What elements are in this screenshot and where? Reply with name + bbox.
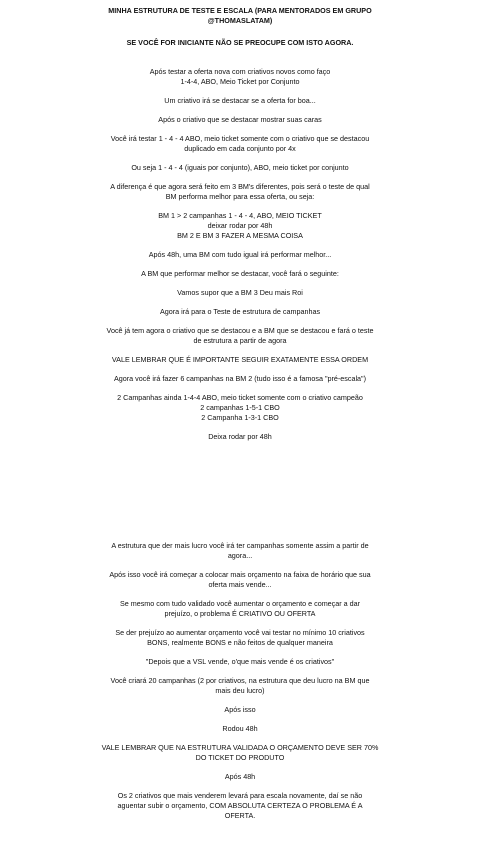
paragraph: VALE LEMBRAR QUE É IMPORTANTE SEGUIR EXATAMENTE ESSA ORDEM [111,355,369,364]
paragraph: Após o criativo que se destacar mostrar suas caras [158,115,322,124]
paragraph: Agora irá para o Teste de estrutura de campanhas [159,307,321,316]
paragraph: Após 48h [224,772,256,781]
paragraph: Após 48h, uma BM com tudo igual irá performar melhor... [148,250,332,259]
paragraph: Um criativo irá se destacar se a oferta for boa... [164,96,316,105]
paragraph: A BM que performar melhor se destacar, você fará o seguinte: [141,269,339,278]
paragraph: Agora você irá fazer 6 campanhas na BM 2 (tudo isso é a famosa "pré-escala") [114,374,366,383]
section-strategy-scale [86,541,394,821]
paragraph: VALE LEMBRAR QUE NA ESTRUTURA VALIDADA O ORÇAMENTO DEVE SER 70% DO TICKET DO PRODUTO [101,743,379,762]
paragraph: Após isso você irá começar a colocar mais orçamento na faixa de horário que sua oferta mais vende... [109,570,371,589]
paragraph: "Depois que a VSL vende, o'que mais vende é os criativos" [145,657,335,666]
paragraph: Rodou 48h [222,724,258,733]
paragraph: Após testar a oferta nova com criativos novos como faço 1-4-4, ABO, Meio Ticket por Conjunto [149,67,331,86]
paragraph: Você irá testar 1 - 4 - 4 ABO, meio ticket somente com o criativo que se destacou duplicado em cada conjunto por 4x [110,134,370,153]
document-title: MINHA ESTRUTURA DE TESTE E ESCALA (PARA MENTORADOS EM GRUPO @THOMASLATAM) [108,6,372,25]
paragraph: Se der prejuízo ao aumentar orçamento você vai testar no mínimo 10 criativos BONS, realmente BONS e não feitos de qualquer maneira [115,628,365,647]
paragraph: Se mesmo com tudo validado você aumentar o orçamento e começar a dar prejuízo, o problema É CRIATIVO OU OFERTA [119,599,361,618]
document-subtitle: SE VOCÊ FOR INICIANTE NÃO SE PREOCUPE COM ISTO AGORA. [126,38,354,47]
paragraph: A diferença é que agora será feito em 3 BM's diferentes, pois será o teste de qual BM performa melhor para essa oferta, ou seja: [110,182,370,201]
paragraph: Você já tem agora o criativo que se destacou e a BM que se destacou e fará o teste de estrutura a partir de agora [106,326,374,345]
paragraph: BM 1 > 2 campanhas 1 - 4 - 4, ABO, MEIO TICKET deixar rodar por 48h BM 2 E BM 3 FAZER A MESMA COISA [158,211,322,240]
paragraph: Após isso [224,705,256,714]
paragraph: A estrutura que der mais lucro você irá ter campanhas somente assim a partir de agora... [111,541,369,560]
paragraph: Vamos supor que a BM 3 Deu mais Roi [177,288,303,297]
paragraph: Ou seja 1 - 4 - 4 (iguais por conjunto), ABO, meio ticket por conjunto [131,163,349,172]
section-strategy-test [86,67,394,442]
paragraph: Os 2 criativos que mais venderem levará para escala novamente, daí se não aguentar subir o orçamento, COM ABSOLUTA CERTEZA O PROBLEMA É A OFERTA. [117,791,363,820]
paragraph: Deixa rodar por 48h [208,432,272,441]
paragraph: Você criará 20 campanhas (2 por criativos, na estrutura que deu lucro na BM que mais deu lucro) [110,676,370,695]
paragraph: 2 Campanhas ainda 1-4-4 ABO, meio ticket somente com o criativo campeão 2 campanhas 1-5-1 CBO 2 Campanha 1-3-1 CBO [117,393,363,422]
